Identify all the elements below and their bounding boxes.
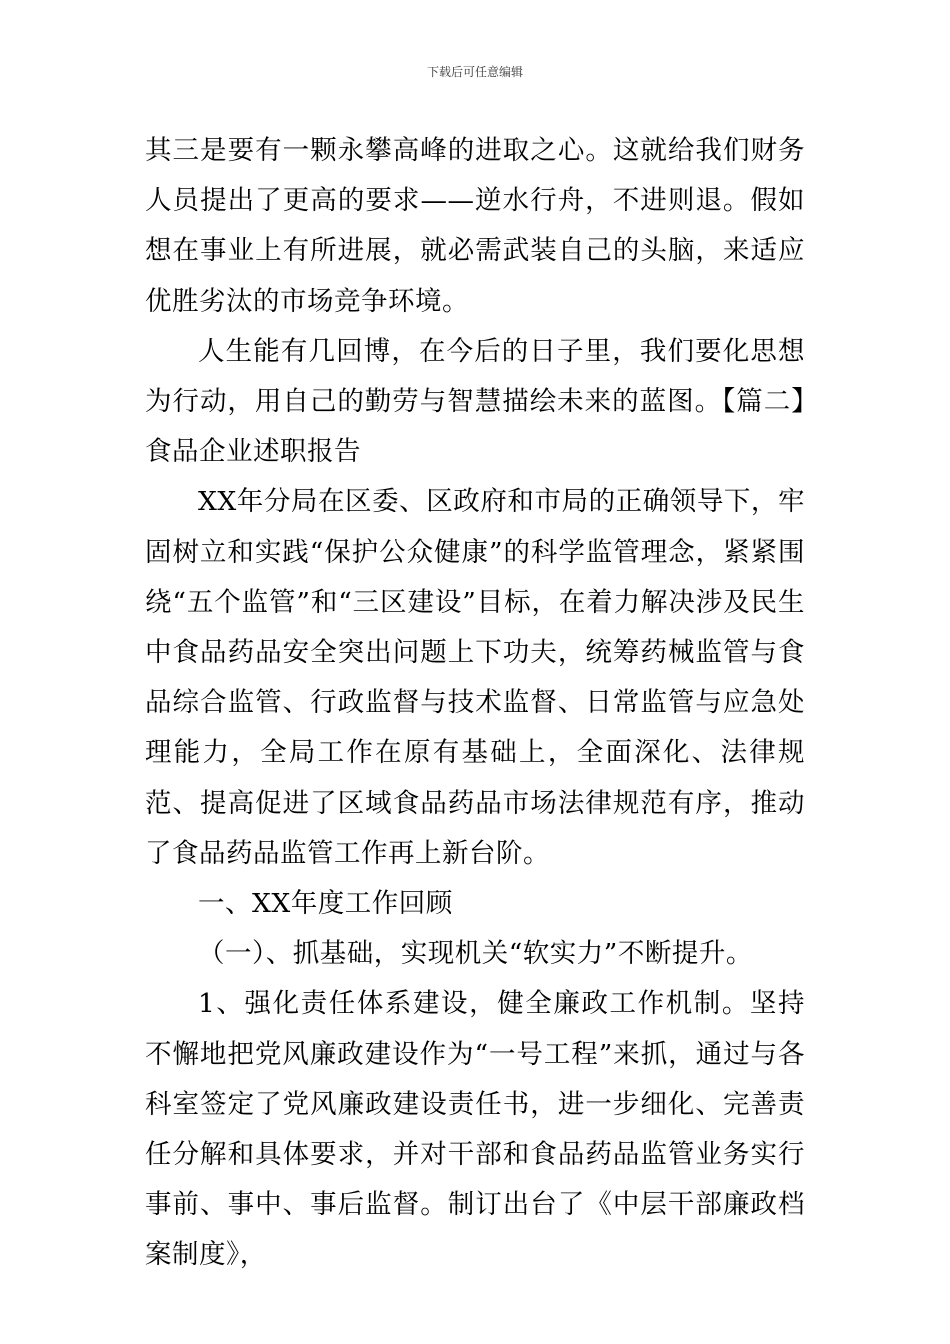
subsection-heading: （一）、抓基础，实现机关“软实力”不断提升。 (198, 938, 753, 970)
paragraph-1: 其三是要有一颗永攀高峰的进取之心。这就给我们财务人员提出了更高的要求——逆水行舟，不进则退。假如想在事业上有所进展，就必需武装自己的头脑，来适应优胜劣汰的市场竞争环境。 (145, 135, 805, 317)
paragraph-2: 人生能有几回博，在今后的日子里，我们要化思想为行动，用自己的勤劳与智慧描绘未来的蓝图。【篇二】食品企业述职报告 (145, 335, 805, 468)
document-body (145, 126, 805, 1281)
page-header: 下载后可任意编辑 (426, 65, 523, 79)
paragraph-3: XX年分局在区委、区政府和市局的正确领导下，牢固树立和实践“保护公众健康”的科学监管理念，紧紧围绕“五个监管”和“三区建设”目标，在着力解决涉及民生中食品药品安全突出问题上下功夫，统筹药械监管与食品综合监管、行政监督与技术监督、日常监管与应急处理能力，全局工作在原有基础上，全面深化、法律规范、提高促进了区域食品药品市场法律规范有序，推动了食品药品监管工作再上新台阶。 (145, 486, 805, 869)
section-heading: 一、XX年度工作回顾 (198, 888, 453, 920)
paragraph-4: 1、强化责任体系建设，健全廉政工作机制。坚持不懈地把党风廉政建设作为“一号工程”来抓，通过与各科室签定了党风廉政建设责任书，进一步细化、完善责任分解和具体要求，并对干部和食品药品监管业务实行事前、事中、事后监督。制订出台了《中层干部廉政档案制度》， (145, 988, 805, 1271)
